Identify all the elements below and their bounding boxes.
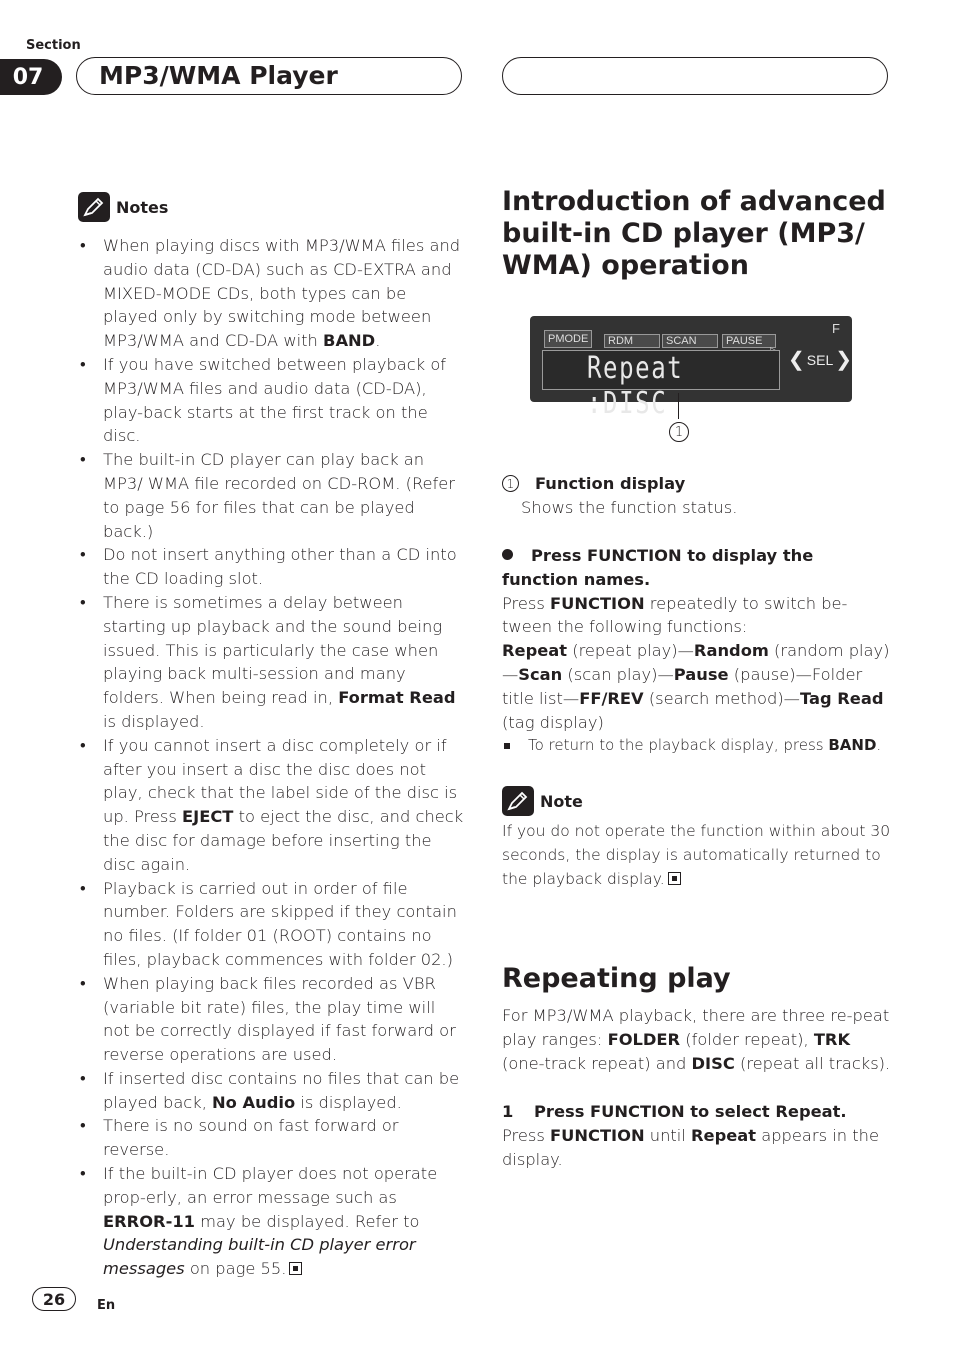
- right-header-tab: [502, 57, 888, 95]
- page-number: 26: [32, 1287, 76, 1311]
- list-item: • There is no sound on fast forward or reverse.: [78, 1114, 466, 1162]
- indicator-scan: SCAN: [662, 334, 718, 348]
- list-item: • Do not insert anything other than a CD into the CD loading slot.: [78, 543, 466, 591]
- bullet-dot-icon: [502, 549, 513, 560]
- indicator-pmode: PMODE: [544, 330, 592, 348]
- step-body: Press FUNCTION until Repeat appears in the display.: [502, 1125, 879, 1169]
- list-item: • If you cannot insert a disc completely or if after you insert a disc the disc does not play, check that the label side of the disc is up. Press EJECT to eject the disc, and check the disc for damage before inserting the disc again.: [78, 734, 466, 877]
- list-item: • When playing discs with MP3/WMA files and audio data (CD-DA) such as CD-EXTRA and MIXED-MODE CDs, both types can be played only by switching mode between MP3/WMA and CD-DA with BAND.: [78, 234, 466, 353]
- indicator-rdm: RDM: [604, 334, 660, 348]
- chapter-title: MP3/WMA Player: [99, 61, 338, 90]
- section-label: Section: [26, 38, 81, 53]
- repeating-play-intro: For MP3/WMA playback, there are three re-peat play ranges: FOLDER (folder repeat), TRK (one-track repeat) and DISC (repeat all tracks).: [502, 1006, 891, 1073]
- press-function-block: [502, 544, 892, 758]
- callout-line: [678, 393, 679, 419]
- function-sequence: Repeat (repeat play)—Random (random play) —Scan (scan play)—Pause (pause)—Folder title list—FF/REV (search method)—Tag Read (tag display): [502, 641, 890, 732]
- pencil-note-icon: [78, 192, 110, 222]
- note-heading: Note: [540, 791, 583, 811]
- function-display-legend: [502, 472, 892, 520]
- step-number: 1: [502, 1102, 514, 1121]
- indicator-pause: PAUSE: [722, 334, 776, 348]
- intro-heading: Introduction of advanced built-in CD player (MP3/ WMA) operation: [502, 186, 886, 281]
- language-label: En: [97, 1298, 116, 1313]
- note-heading-row: [502, 786, 892, 816]
- note-section: [502, 786, 892, 891]
- list-item: • If the built-in CD player does not operate prop-erly, an error message such as ERROR-11 may be displayed. Refer to Understanding built-in CD player error messages on page 55.: [78, 1162, 466, 1281]
- sel-control: [788, 347, 852, 372]
- end-of-section-icon: [289, 1262, 302, 1275]
- lcd-panel: [542, 350, 780, 421]
- lcd-text: Repeat :DISC: [587, 351, 684, 421]
- sel-label: SEL: [806, 351, 834, 368]
- callout-number: 1: [669, 422, 689, 442]
- press-function-heading: Press FUNCTION to display the function names.: [502, 546, 814, 589]
- list-item: • There is sometimes a delay between starting up playback and the sound being issued. This is particularly the case when playing back multi-session and many folders. When being read in, Format Read is displayed.: [78, 591, 466, 734]
- chapter-title-tab: [76, 57, 462, 95]
- pencil-note-icon: [502, 786, 534, 816]
- list-item: • Playback is carried out in order of file number. Folders are skipped if they contain no files. (If folder 01 (ROOT) contains no files, playback commences with folder 02.): [78, 877, 466, 972]
- legend-description: Shows the function status.: [521, 497, 738, 517]
- press-function-body: Press FUNCTION repeatedly to switch be-tween the following functions:: [502, 593, 848, 637]
- notes-heading: Notes: [116, 197, 169, 217]
- function-display-illustration: [530, 316, 852, 421]
- list-item: • If you have switched between playback of MP3/WMA files and audio data (CD-DA), play-back starts at the first track on the disc.: [78, 353, 466, 448]
- legend-number: 1: [502, 475, 519, 492]
- legend-title: Function display: [535, 474, 686, 493]
- repeating-play-heading: Repeating play: [502, 963, 731, 994]
- list-item: • When playing back files recorded as VBR (variable bit rate) files, the play time will not be correctly displayed if fast forward or reverse operations are used.: [78, 972, 466, 1067]
- notes-section: [78, 192, 466, 1281]
- end-of-section-icon: [668, 872, 681, 885]
- notes-list: [78, 234, 466, 1281]
- list-item: • The built-in CD player can play back an MP3/ WMA file recorded on CD-ROM. (Refer to page 56 for files that can be played back.): [78, 448, 466, 543]
- step-heading: 1 Press FUNCTION to select Repeat.: [502, 1100, 892, 1124]
- chevron-right-icon: ❯: [835, 349, 852, 371]
- f-indicator: F: [832, 321, 840, 336]
- return-note: To return to the playback display, press BAND.: [502, 734, 892, 758]
- repeat-step-1: [502, 1100, 892, 1171]
- list-item: • If inserted disc contains no files that can be played back, No Audio is displayed.: [78, 1067, 466, 1115]
- section-number: 07: [0, 59, 62, 95]
- notes-heading-row: [78, 192, 466, 222]
- chevron-left-icon: ❮: [788, 349, 805, 371]
- note-text: If you do not operate the function within about 30 seconds, the display is automatically returned to the playback display.: [502, 822, 891, 888]
